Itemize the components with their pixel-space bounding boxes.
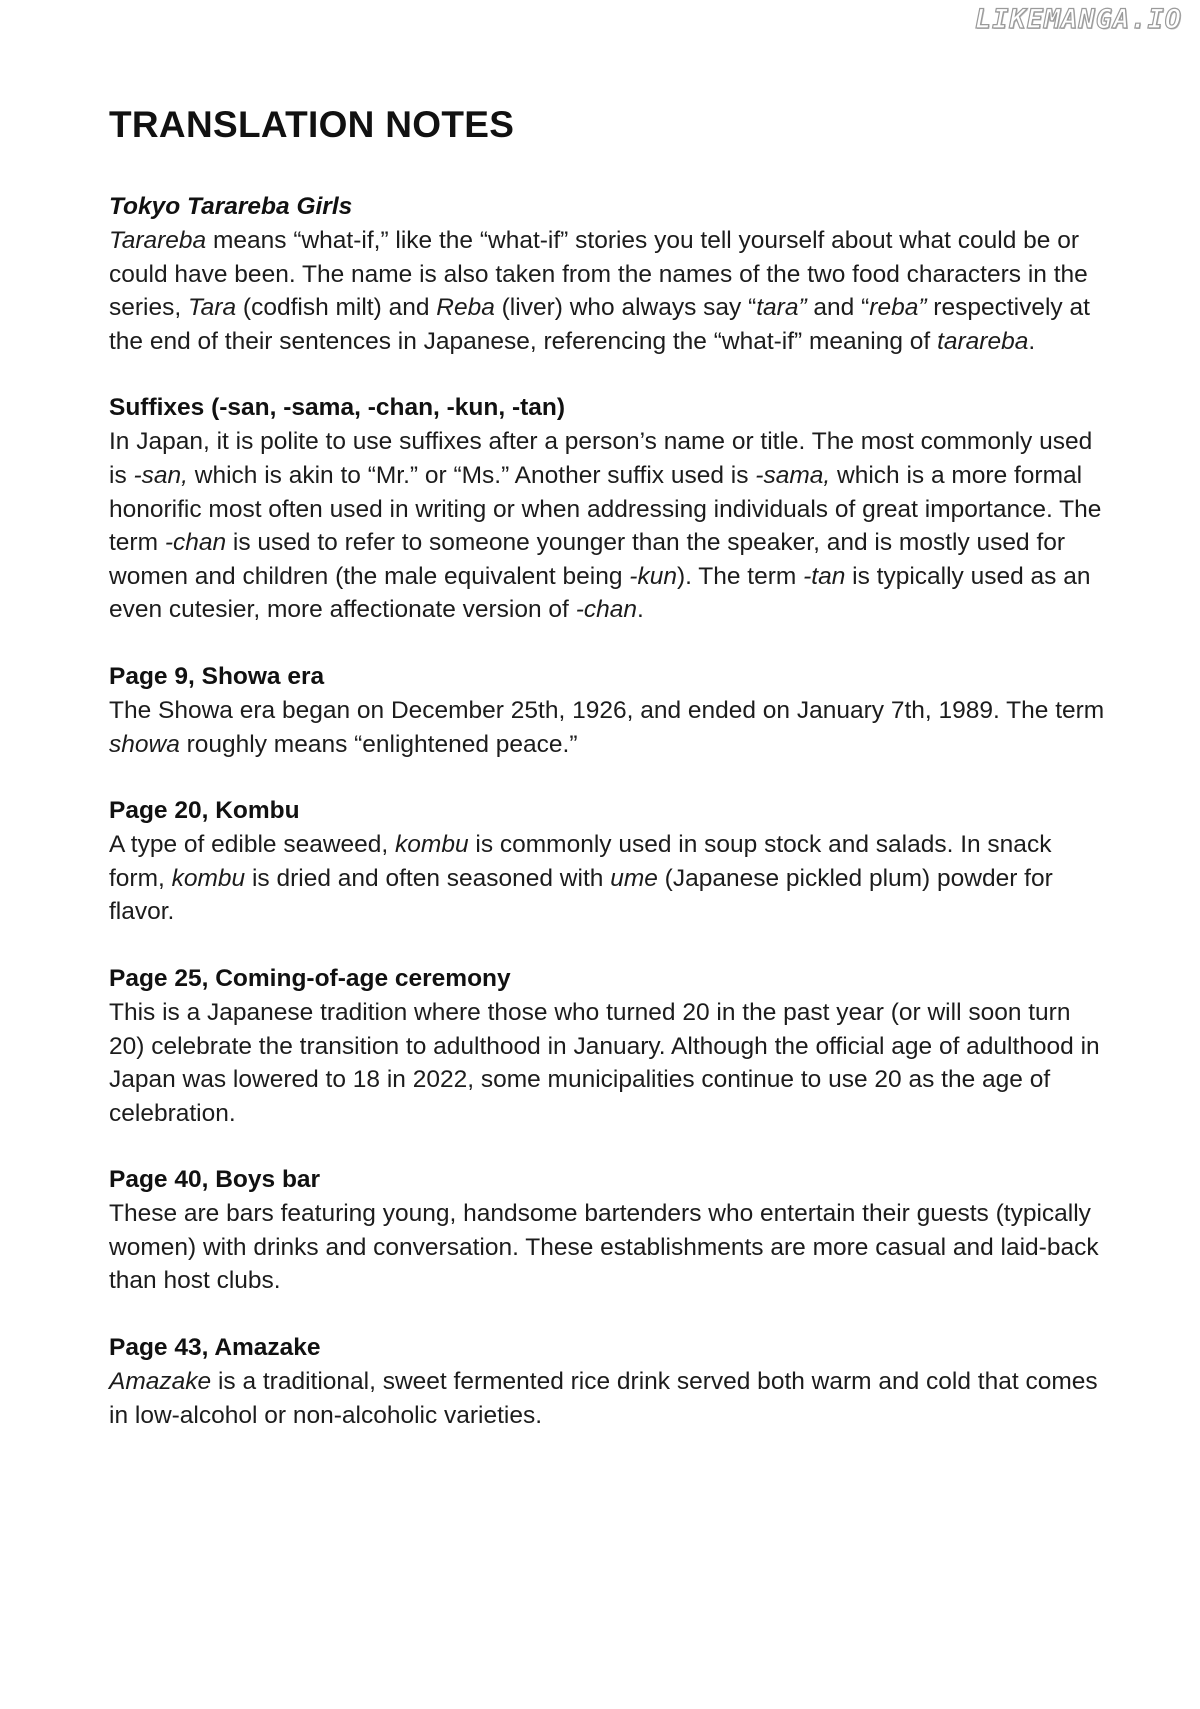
note-term: tarareba [937,327,1029,355]
note-term: ume [610,864,658,892]
note-text: which is a more formal honorific most often used in writing or when addressing individuals of great importance. The term [109,461,1102,557]
note-term: showa [109,730,180,758]
note-text: respectively at the end of their sentences in Japanese, referencing the “what-if” meaning of [109,294,1090,355]
note-text: (codfish milt) and [236,294,437,322]
note-body [109,425,1109,627]
note-term: -san, [133,461,188,489]
note-heading: Page 40, Boys bar [109,1166,321,1194]
note-heading: Page 43, Amazake [109,1334,321,1362]
note-text: is used to refer to someone younger than the speaker, and is mostly used for women and children (the male equivalent being [109,529,1066,590]
note-heading: Suffixes (-san, -sama, -chan, -kun, -tan) [109,394,566,422]
note-section [109,1163,1109,1298]
note-term: tara” [756,294,807,322]
note-text: The Showa era began on December 25th, 1926, and ended on January 7th, 1989. The term [109,696,1105,724]
note-text: These are bars featuring young, handsome bartenders who entertain their guests (typically women) with drinks and conversation. These establishments are more casual and laid-back than host clubs. [109,1200,1099,1295]
note-text: . [636,596,644,624]
note-body [109,828,1109,929]
note-term: kombu [171,864,246,892]
note-term: kombu [395,831,469,859]
note-section [109,190,1109,358]
page-title: TRANSLATION NOTES [109,104,515,145]
note-text: (Japanese pickled plum) powder for flavor. [109,864,1053,926]
note-term: -tan [803,562,846,590]
note-term: -chan [164,529,227,557]
note-term: -sama, [755,461,831,489]
note-text: . [1028,327,1036,355]
note-text: which is akin to “Mr.” or “Ms.” Another suffix used is [187,461,756,489]
note-text: (liver) who always say “ [494,294,757,322]
note-body [109,996,1109,1130]
note-term: Amazake [109,1368,212,1396]
note-text: This is a Japanese tradition where those who turned 20 in the past year (or will soon turn 20) celebrate the transition to adulthood in January. Although the official age of adulthood in Japan was lowered to 18 in 2022, some municipalities continue to use 20 as the age of celebration. [109,998,1100,1127]
note-term: -chan [575,596,637,624]
note-text: is dried and often seasoned with [245,864,611,892]
note-body [109,224,1109,358]
note-section [109,962,1109,1130]
note-text: ). The term [676,562,804,590]
notes-list [109,190,1109,1432]
note-heading: Page 20, Kombu [109,797,300,825]
note-term: Reba [436,294,495,322]
translation-notes-page [109,104,1109,1465]
note-term: Tara [187,294,237,322]
note-term: -kun [629,562,677,590]
note-text: is typically used as an even cutesier, more affectionate version of [109,562,1091,624]
note-body [109,1365,1109,1432]
note-section [109,1331,1109,1432]
note-text: is a traditional, sweet fermented rice drink served both warm and cold that comes in low-alcohol or non-alcoholic varieties. [109,1368,1098,1429]
note-heading: Tokyo Tarareba Girls [109,193,353,220]
note-section [109,794,1109,929]
note-text: is commonly used in soup stock and salads. In snack form, [109,831,1052,892]
note-body [109,1197,1109,1298]
note-heading: Page 25, Coming-of-age ceremony [109,964,511,992]
note-heading: Page 9, Showa era [109,662,325,690]
note-text: roughly means “enlightened peace.” [179,730,578,758]
note-term: Tarareba [109,227,207,254]
site-watermark: LIKEMANGA.IO [974,4,1182,35]
note-body [109,694,1109,761]
note-section [109,391,1109,627]
note-text: In Japan, it is polite to use suffixes after a person’s name or title. The most commonly used is [109,428,1093,489]
note-text: and “ [806,294,870,322]
note-text: means “what-if,” like the “what-if” stories you tell yourself about what could be or could have been. The name is also taken from the names of the two food characters in the series, [109,227,1088,322]
note-text: A type of edible seaweed, [109,831,396,859]
note-term: reba” [869,294,927,322]
note-section [109,660,1109,761]
